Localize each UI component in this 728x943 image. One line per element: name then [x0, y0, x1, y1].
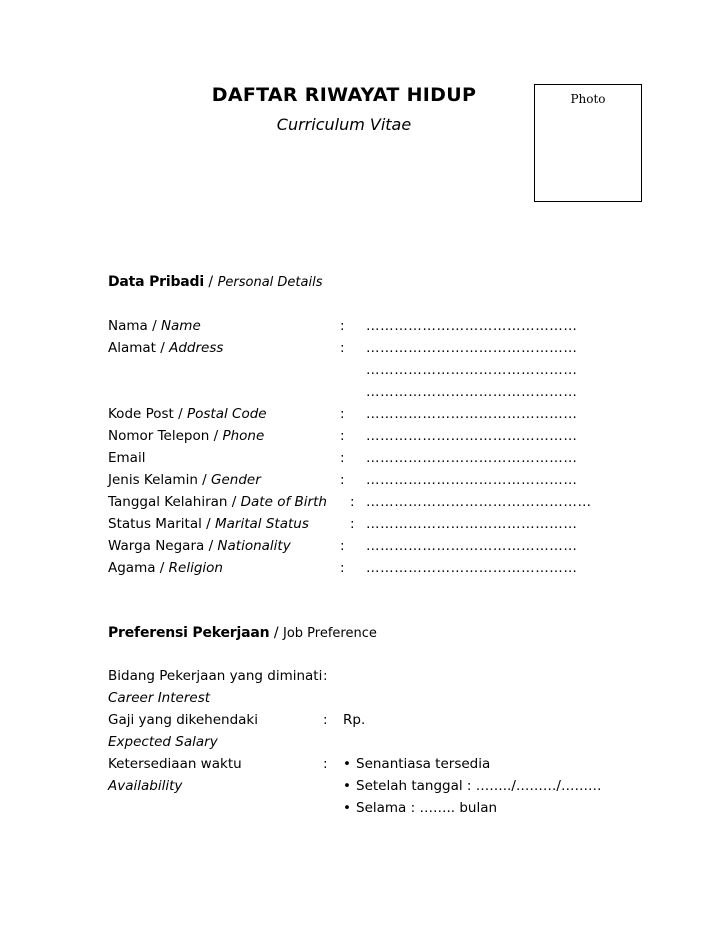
- field-colon-email: :: [340, 450, 345, 466]
- field-row-availability-duration: [108, 800, 668, 822]
- field-colon-nama: :: [340, 318, 345, 334]
- field-value-email[interactable]: ………………………………………: [366, 450, 578, 466]
- field-label-expected-salary-en: Expected Salary: [108, 734, 218, 750]
- field-label-status-marital-en: Marital Status: [215, 516, 309, 532]
- field-label-kode-post: [108, 406, 340, 422]
- field-colon-kode-post: :: [340, 406, 345, 422]
- field-row-nomor-telepon: [108, 428, 668, 450]
- field-row-alamat: [108, 340, 668, 362]
- field-colon-expected-salary: :: [323, 712, 328, 728]
- field-row-expected-salary-en: [108, 734, 668, 756]
- page-subtitle: Curriculum Vitae: [276, 114, 412, 134]
- field-label-kode-post-sep: /: [173, 406, 187, 422]
- field-row-warga-negara: [108, 538, 668, 560]
- section-heading-personal-id: Data Pribadi: [108, 274, 204, 290]
- field-row-status-marital: [108, 516, 668, 538]
- field-value-jenis-kelamin[interactable]: ………………………………………: [366, 472, 578, 488]
- availability-option-1-label: Senantiasa tersedia: [356, 756, 491, 772]
- field-label-alamat-id: Alamat: [108, 340, 156, 356]
- field-label-warga-negara-id: Warga Negara: [108, 538, 205, 554]
- availability-option-2-label: Setelah tanggal : ……../………/………: [356, 778, 602, 794]
- field-label-kode-post-en: Postal Code: [187, 406, 267, 422]
- field-label-jenis-kelamin-en: Gender: [211, 472, 261, 488]
- section-heading-job-en: Job Preference: [283, 626, 377, 641]
- photo-placeholder-label: Photo: [570, 92, 606, 106]
- field-label-nama-sep: /: [147, 318, 161, 334]
- bullet-icon: •: [343, 756, 351, 772]
- section-heading-job-preference: [108, 625, 377, 641]
- field-colon-jenis-kelamin: :: [340, 472, 345, 488]
- bullet-icon: •: [343, 778, 351, 794]
- field-colon-career-interest: :: [323, 668, 328, 684]
- field-label-nama: [108, 318, 340, 334]
- personal-details-field-list: [108, 318, 668, 582]
- field-label-nama-id: Nama: [108, 318, 148, 334]
- field-label-jenis-kelamin: [108, 472, 340, 488]
- field-row-availability-en: [108, 778, 668, 800]
- field-colon-nomor-telepon: :: [340, 428, 345, 444]
- section-heading-job-id: Preferensi Pekerjaan: [108, 625, 270, 641]
- field-label-nomor-telepon-en: Phone: [222, 428, 265, 444]
- field-label-status-marital-id: Status Marital: [108, 516, 202, 532]
- field-value-alamat-line2[interactable]: ………………………………………: [366, 362, 578, 378]
- field-label-agama-id: Agama: [108, 560, 156, 576]
- field-label-alamat-en: Address: [169, 340, 224, 356]
- field-label-tanggal-kelahiran-sep: /: [227, 494, 241, 510]
- field-row-availability: [108, 756, 668, 778]
- page-title: DAFTAR RIWAYAT HIDUP: [211, 84, 477, 106]
- field-colon-alamat: :: [340, 340, 345, 356]
- field-row-email: [108, 450, 668, 472]
- field-value-alamat[interactable]: ………………………………………: [366, 340, 578, 356]
- field-colon-tanggal-kelahiran: :: [350, 494, 355, 510]
- section-heading-personal-details: [108, 274, 323, 290]
- field-label-nama-en: Name: [160, 318, 201, 334]
- field-label-alamat: [108, 340, 340, 356]
- field-label-availability-en: Availability: [108, 778, 183, 794]
- field-label-kode-post-id: Kode Post: [108, 406, 174, 422]
- field-label-jenis-kelamin-id: Jenis Kelamin: [108, 472, 198, 488]
- availability-option-3-label: Selama : …….. bulan: [356, 800, 498, 816]
- field-label-jenis-kelamin-sep: /: [197, 472, 212, 488]
- field-value-status-marital[interactable]: ………………………………………: [366, 516, 578, 532]
- field-row-alamat-line3: [108, 384, 668, 406]
- field-label-nomor-telepon: [108, 428, 340, 444]
- field-value-kode-post[interactable]: ………………………………………: [366, 406, 578, 422]
- field-label-status-marital-sep: /: [201, 516, 215, 532]
- field-label-tanggal-kelahiran: [108, 494, 350, 510]
- field-label-agama-en: Religion: [168, 560, 223, 576]
- section-heading-personal-en: Personal Details: [217, 275, 323, 290]
- field-label-warga-negara-sep: /: [204, 538, 218, 554]
- field-colon-agama: :: [340, 560, 345, 576]
- job-preference-field-list: [108, 668, 668, 822]
- field-value-warga-negara[interactable]: ………………………………………: [366, 538, 578, 554]
- field-label-warga-negara: [108, 538, 340, 554]
- field-colon-availability: :: [323, 756, 328, 772]
- field-colon-warga-negara: :: [340, 538, 345, 554]
- field-label-alamat-sep: /: [155, 340, 170, 356]
- field-row-career-interest-en: [108, 690, 668, 712]
- section-heading-job-separator: /: [269, 625, 283, 641]
- field-row-tanggal-kelahiran: [108, 494, 668, 516]
- field-label-email-id: Email: [108, 450, 146, 466]
- field-row-expected-salary: [108, 712, 668, 734]
- field-row-career-interest: [108, 668, 668, 690]
- bullet-icon: •: [343, 800, 351, 816]
- section-heading-personal-separator: /: [203, 274, 218, 290]
- field-label-career-interest-id: Bidang Pekerjaan yang diminati: [108, 668, 323, 684]
- field-value-tanggal-kelahiran[interactable]: …………………………………………: [366, 494, 592, 510]
- field-value-alamat-line3[interactable]: ………………………………………: [366, 384, 578, 400]
- field-colon-status-marital: :: [350, 516, 355, 532]
- field-label-expected-salary-id: Gaji yang dikehendaki: [108, 712, 258, 728]
- field-row-nama: [108, 318, 668, 340]
- availability-option-2[interactable]: [343, 778, 668, 794]
- field-label-warga-negara-en: Nationality: [217, 538, 291, 554]
- field-label-email: [108, 450, 340, 466]
- availability-option-1[interactable]: [343, 756, 668, 772]
- field-label-career-interest-en: Career Interest: [108, 690, 211, 706]
- field-row-kode-post: [108, 406, 668, 428]
- field-row-alamat-line2: [108, 362, 668, 384]
- field-value-nama[interactable]: ………………………………………: [366, 318, 578, 334]
- field-row-agama: [108, 560, 668, 582]
- field-value-expected-salary[interactable]: Rp.: [343, 712, 366, 728]
- photo-placeholder-box: [534, 84, 642, 202]
- field-label-agama-sep: /: [155, 560, 169, 576]
- field-value-nomor-telepon[interactable]: ………………………………………: [366, 428, 578, 444]
- field-label-agama: [108, 560, 340, 576]
- field-label-nomor-telepon-sep: /: [209, 428, 223, 444]
- field-label-nomor-telepon-id: Nomor Telepon: [108, 428, 210, 444]
- field-label-tanggal-kelahiran-id: Tanggal Kelahiran: [108, 494, 228, 510]
- field-value-agama[interactable]: ………………………………………: [366, 560, 578, 576]
- field-label-availability-id: Ketersediaan waktu: [108, 756, 242, 772]
- field-label-tanggal-kelahiran-en: Date of Birth: [240, 494, 327, 510]
- availability-option-3[interactable]: [343, 800, 668, 816]
- field-label-status-marital: [108, 516, 350, 532]
- field-row-jenis-kelamin: [108, 472, 668, 494]
